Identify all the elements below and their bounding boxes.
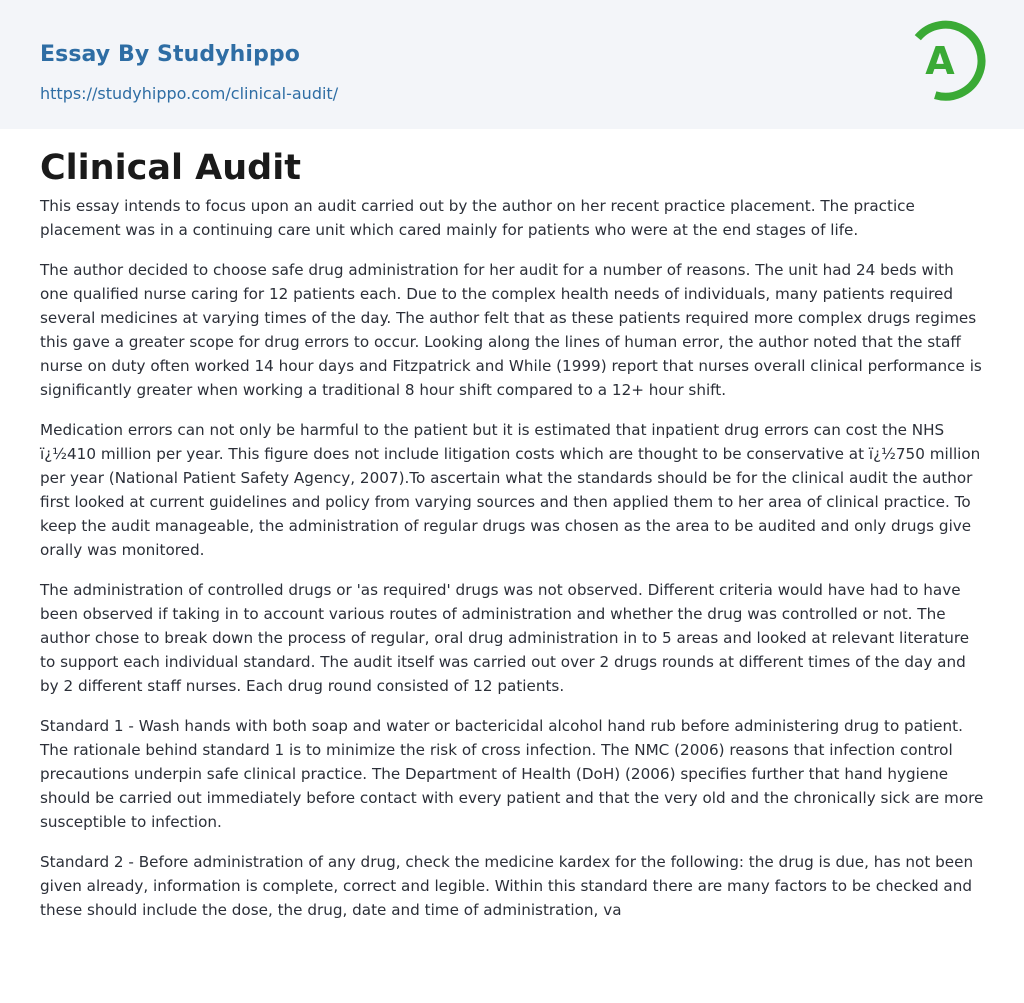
page-title: Clinical Audit <box>40 148 301 188</box>
paragraph: The administration of controlled drugs or 'as required' drugs was not observed. Different criteria would have had to have been observed if taking in to account various routes of administration and whether the drug was controlled or not. The author chose to break down the process of regular, oral drug administration in to 5 areas and looked at relevant literature to support each individual standard. The audit itself was carried out over 2 drugs rounds at different times of the day and by 2 different staff nurses. Each drug round consisted of 12 patients. <box>40 581 970 695</box>
paragraph: Standard 1 - Wash hands with both soap and water or bactericidal alcohol hand rub before administering drug to patient. The rationale behind standard 1 is to minimize the risk of cross infection. The NMC (2006) reasons that infection control precautions underpin safe clinical practice. The Department of Health (DoH) (2006) specifies further that hand hygiene should be carried out immediately before contact with every patient and that the very old and the chronically sick are more susceptible to infection. <box>40 717 984 831</box>
paragraph: Standard 2 - Before administration of any drug, check the medicine kardex for the following: the drug is due, has not been given already, information is complete, correct and legible. Within this standard there are many factors to be checked and these should include the dose, the drug, date and time of administration, va <box>40 853 974 919</box>
paragraph: This essay intends to focus upon an audit carried out by the author on her recent practice placement. The practice placement was in a continuing care unit which cared mainly for patients who were at the end stages of life. <box>40 197 915 239</box>
paragraph: Medication errors can not only be harmful to the patient but it is estimated that inpatient drug errors can cost the NHS ï¿½410 million per year. This figure does not include litigation costs which are thought to be conservative at ï¿½750 million per year (National Patient Safety Agency, 2007).To ascertain what the standards should be for the clinical audit the author first looked at current guidelines and policy from varying sources and then applied them to her area of clinical practice. To keep the audit manageable, the administration of regular drugs was chosen as the area to be audited and only drugs give orally was monitored. <box>40 421 981 559</box>
article-body <box>40 194 986 938</box>
paragraph: The author decided to choose safe drug administration for her audit for a number of reasons. The unit had 24 beds with one qualified nurse caring for 12 patients each. Due to the complex health needs of individuals, many patients required several medicines at varying times of the day. The author felt that as these patients required more complex drugs regimes this gave a greater scope for drug errors to occur. Looking along the lines of human error, the author noted that the staff nurse on duty often worked 14 hour days and Fitzpatrick and While (1999) report that nurses overall clinical performance is significantly greater when working a traditional 8 hour shift compared to a 12+ hour shift. <box>40 261 982 399</box>
site-brand[interactable]: Essay By Studyhippo <box>40 42 300 67</box>
studyhippo-logo-icon[interactable] <box>908 18 988 106</box>
essay-url-link[interactable]: https://studyhippo.com/clinical-audit/ <box>40 84 339 103</box>
logo-letter: A <box>925 39 955 83</box>
site-header <box>0 0 1024 129</box>
